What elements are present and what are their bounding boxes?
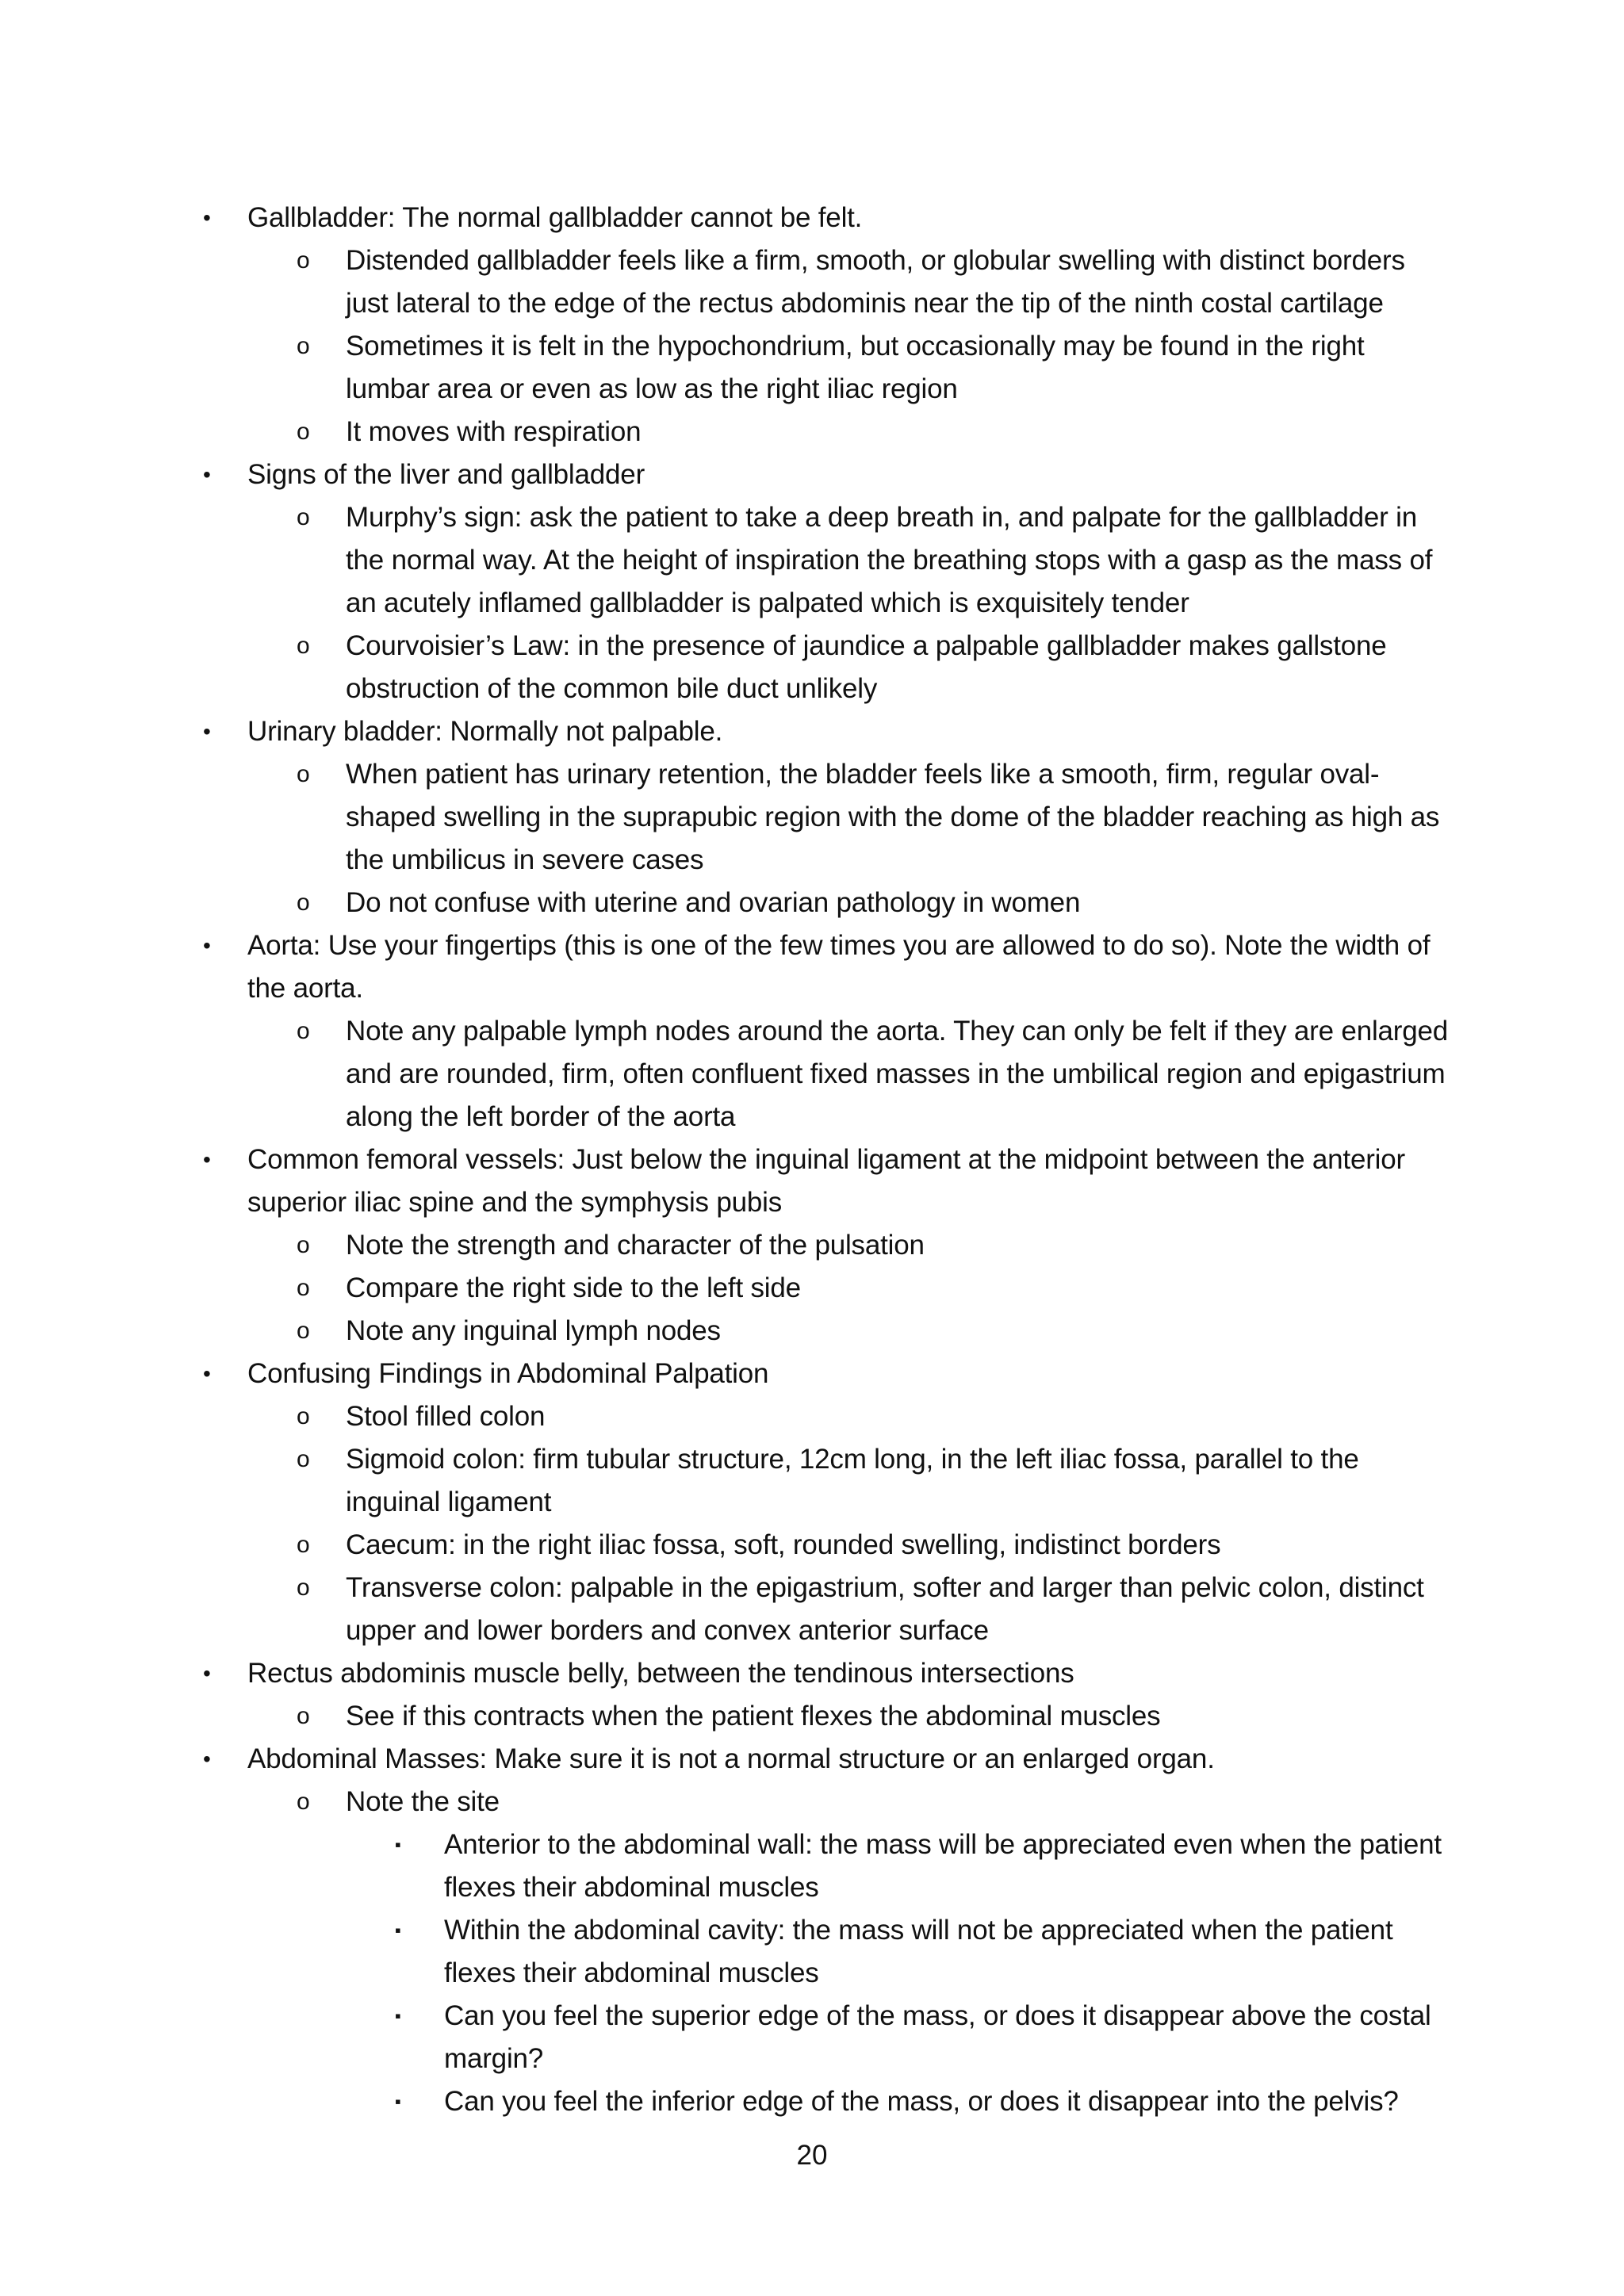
list-item-text: Confusing Findings in Abdominal Palpation	[247, 1358, 769, 1389]
list-item-level-2	[198, 1567, 1451, 1652]
list-item-level-2	[198, 1267, 1451, 1310]
list-item-level-3	[198, 2080, 1451, 2123]
list-item-text: Signs of the liver and gallbladder	[247, 459, 645, 490]
circle-marker: o	[297, 1532, 310, 1558]
bullet-marker: •	[203, 1361, 211, 1386]
list-item-text: When patient has urinary retention, the bladder feels like a smooth, firm, regular oval-shaped swelling in the suprapubic region with the dome of the bladder reaching as high as the umbilicus in severe cases	[346, 759, 1440, 875]
list-item-level-1	[198, 1652, 1451, 1695]
circle-marker: o	[297, 1275, 310, 1301]
list-item-text: Within the abdominal cavity: the mass will not be appreciated when the patient flexes their abdominal muscles	[444, 1915, 1393, 1988]
circle-marker: o	[297, 419, 310, 445]
bullet-marker: •	[203, 1661, 211, 1686]
bullet-marker: •	[203, 719, 211, 744]
square-marker: ▪	[395, 2006, 401, 2026]
list-item-text: Do not confuse with uterine and ovarian pathology in women	[346, 887, 1081, 918]
square-marker: ▪	[395, 1920, 401, 1940]
list-item-level-1	[198, 1353, 1451, 1395]
list-item-level-2	[198, 1010, 1451, 1138]
list-item-text: Rectus abdominis muscle belly, between the tendinous intersections	[247, 1658, 1074, 1689]
list-item-text: Urinary bladder: Normally not palpable.	[247, 716, 723, 747]
list-item-level-2	[198, 1310, 1451, 1353]
list-item-text: Courvoisier’s Law: in the presence of jaundice a palpable gallbladder makes gallstone obstruction of the common bile duct unlikely	[346, 630, 1387, 704]
list-item-level-2	[198, 1781, 1451, 1823]
bullet-marker: •	[203, 205, 211, 230]
list-item-text: Aorta: Use your fingertips (this is one of the few times you are allowed to do so). Note the width of the aorta.	[247, 930, 1431, 1004]
square-marker: ▪	[395, 1835, 401, 1854]
list-item-text: Note the site	[346, 1786, 500, 1817]
list-item-level-1	[198, 1138, 1451, 1224]
circle-marker: o	[297, 1318, 310, 1344]
list-item-level-1	[198, 453, 1451, 496]
circle-marker: o	[297, 247, 310, 274]
list-item-level-3	[198, 1823, 1451, 1909]
list-item-level-2	[198, 239, 1451, 325]
list-item-level-3	[198, 1909, 1451, 1995]
list-item-text: Distended gallbladder feels like a firm, smooth, or globular swelling with distinct borders just lateral to the edge of the rectus abdominis near the tip of the ninth costal cartilage	[346, 245, 1405, 319]
list-item-level-2	[198, 411, 1451, 453]
circle-marker: o	[297, 633, 310, 659]
circle-marker: o	[297, 761, 310, 787]
list-item-level-2	[198, 1224, 1451, 1267]
list-item-level-2	[198, 1524, 1451, 1567]
bullet-marker: •	[203, 462, 211, 487]
list-item-text: Can you feel the superior edge of the mass, or does it disappear above the costal margin?	[444, 2000, 1431, 2074]
list-item-text: Sigmoid colon: firm tubular structure, 12cm long, in the left iliac fossa, parallel to the inguinal ligament	[346, 1444, 1359, 1517]
circle-marker: o	[297, 1575, 310, 1601]
list-item-level-1	[198, 197, 1451, 239]
list-item-text: Compare the right side to the left side	[346, 1272, 801, 1303]
list-item-text: Gallbladder: The normal gallbladder cannot be felt.	[247, 202, 863, 233]
list-item-text: Sometimes it is felt in the hypochondrium, but occasionally may be found in the right lumbar area or even as low as the right iliac region	[346, 331, 1365, 404]
list-item-level-2	[198, 625, 1451, 710]
list-item-level-2	[198, 1395, 1451, 1438]
bullet-marker: •	[203, 1147, 211, 1172]
list-item-level-2	[198, 1438, 1451, 1524]
list-item-level-2	[198, 325, 1451, 411]
circle-marker: o	[297, 1446, 310, 1472]
bullet-marker: •	[203, 933, 211, 958]
circle-marker: o	[297, 1232, 310, 1258]
list-item-level-2	[198, 882, 1451, 924]
page-number: 20	[796, 2140, 828, 2171]
list-item-text: Caecum: in the right iliac fossa, soft, rounded swelling, indistinct borders	[346, 1529, 1221, 1560]
list-item-text: Note the strength and character of the pulsation	[346, 1230, 925, 1261]
list-item-text: It moves with respiration	[346, 416, 642, 447]
list-item-level-1	[198, 924, 1451, 1010]
bullet-marker: •	[203, 1747, 211, 1771]
circle-marker: o	[297, 890, 310, 916]
bullet-list	[198, 197, 1451, 2123]
list-item-text: Note any inguinal lymph nodes	[346, 1315, 721, 1346]
list-item-text: Abdominal Masses: Make sure it is not a normal structure or an enlarged organ.	[247, 1743, 1215, 1774]
circle-marker: o	[297, 1703, 310, 1729]
list-item-text: Murphy’s sign: ask the patient to take a deep breath in, and palpate for the gallbladder in the normal way. At the height of inspiration the breathing stops with a gasp as the mass of an acutely inflamed gallbladder is palpated which is exquisitely tender	[346, 502, 1433, 618]
list-item-text: Note any palpable lymph nodes around the aorta. They can only be felt if they are enlarged and are rounded, firm, often confluent fixed masses in the umbilical region and epigastrium along the left border of the aorta	[346, 1016, 1449, 1132]
list-item-text: Stool filled colon	[346, 1401, 546, 1432]
list-item-level-1	[198, 710, 1451, 753]
square-marker: ▪	[395, 2091, 401, 2111]
list-item-text: Can you feel the inferior edge of the mass, or does it disappear into the pelvis?	[444, 2086, 1399, 2117]
list-item-text: Common femoral vessels: Just below the inguinal ligament at the midpoint between the anterior superior iliac spine and the symphysis pubis	[247, 1144, 1405, 1218]
list-item-text: Anterior to the abdominal wall: the mass will be appreciated even when the patient flexes their abdominal muscles	[444, 1829, 1442, 1903]
list-item-level-2	[198, 1695, 1451, 1738]
list-item-text: Transverse colon: palpable in the epigastrium, softer and larger than pelvic colon, distinct upper and lower borders and convex anterior surface	[346, 1572, 1424, 1646]
circle-marker: o	[297, 1789, 310, 1815]
list-item-text: See if this contracts when the patient flexes the abdominal muscles	[346, 1701, 1161, 1732]
list-item-level-2	[198, 753, 1451, 882]
circle-marker: o	[297, 504, 310, 530]
list-item-level-2	[198, 496, 1451, 625]
circle-marker: o	[297, 1018, 310, 1044]
list-item-level-3	[198, 1995, 1451, 2080]
list-item-level-1	[198, 1738, 1451, 1781]
circle-marker: o	[297, 333, 310, 359]
circle-marker: o	[297, 1403, 310, 1429]
